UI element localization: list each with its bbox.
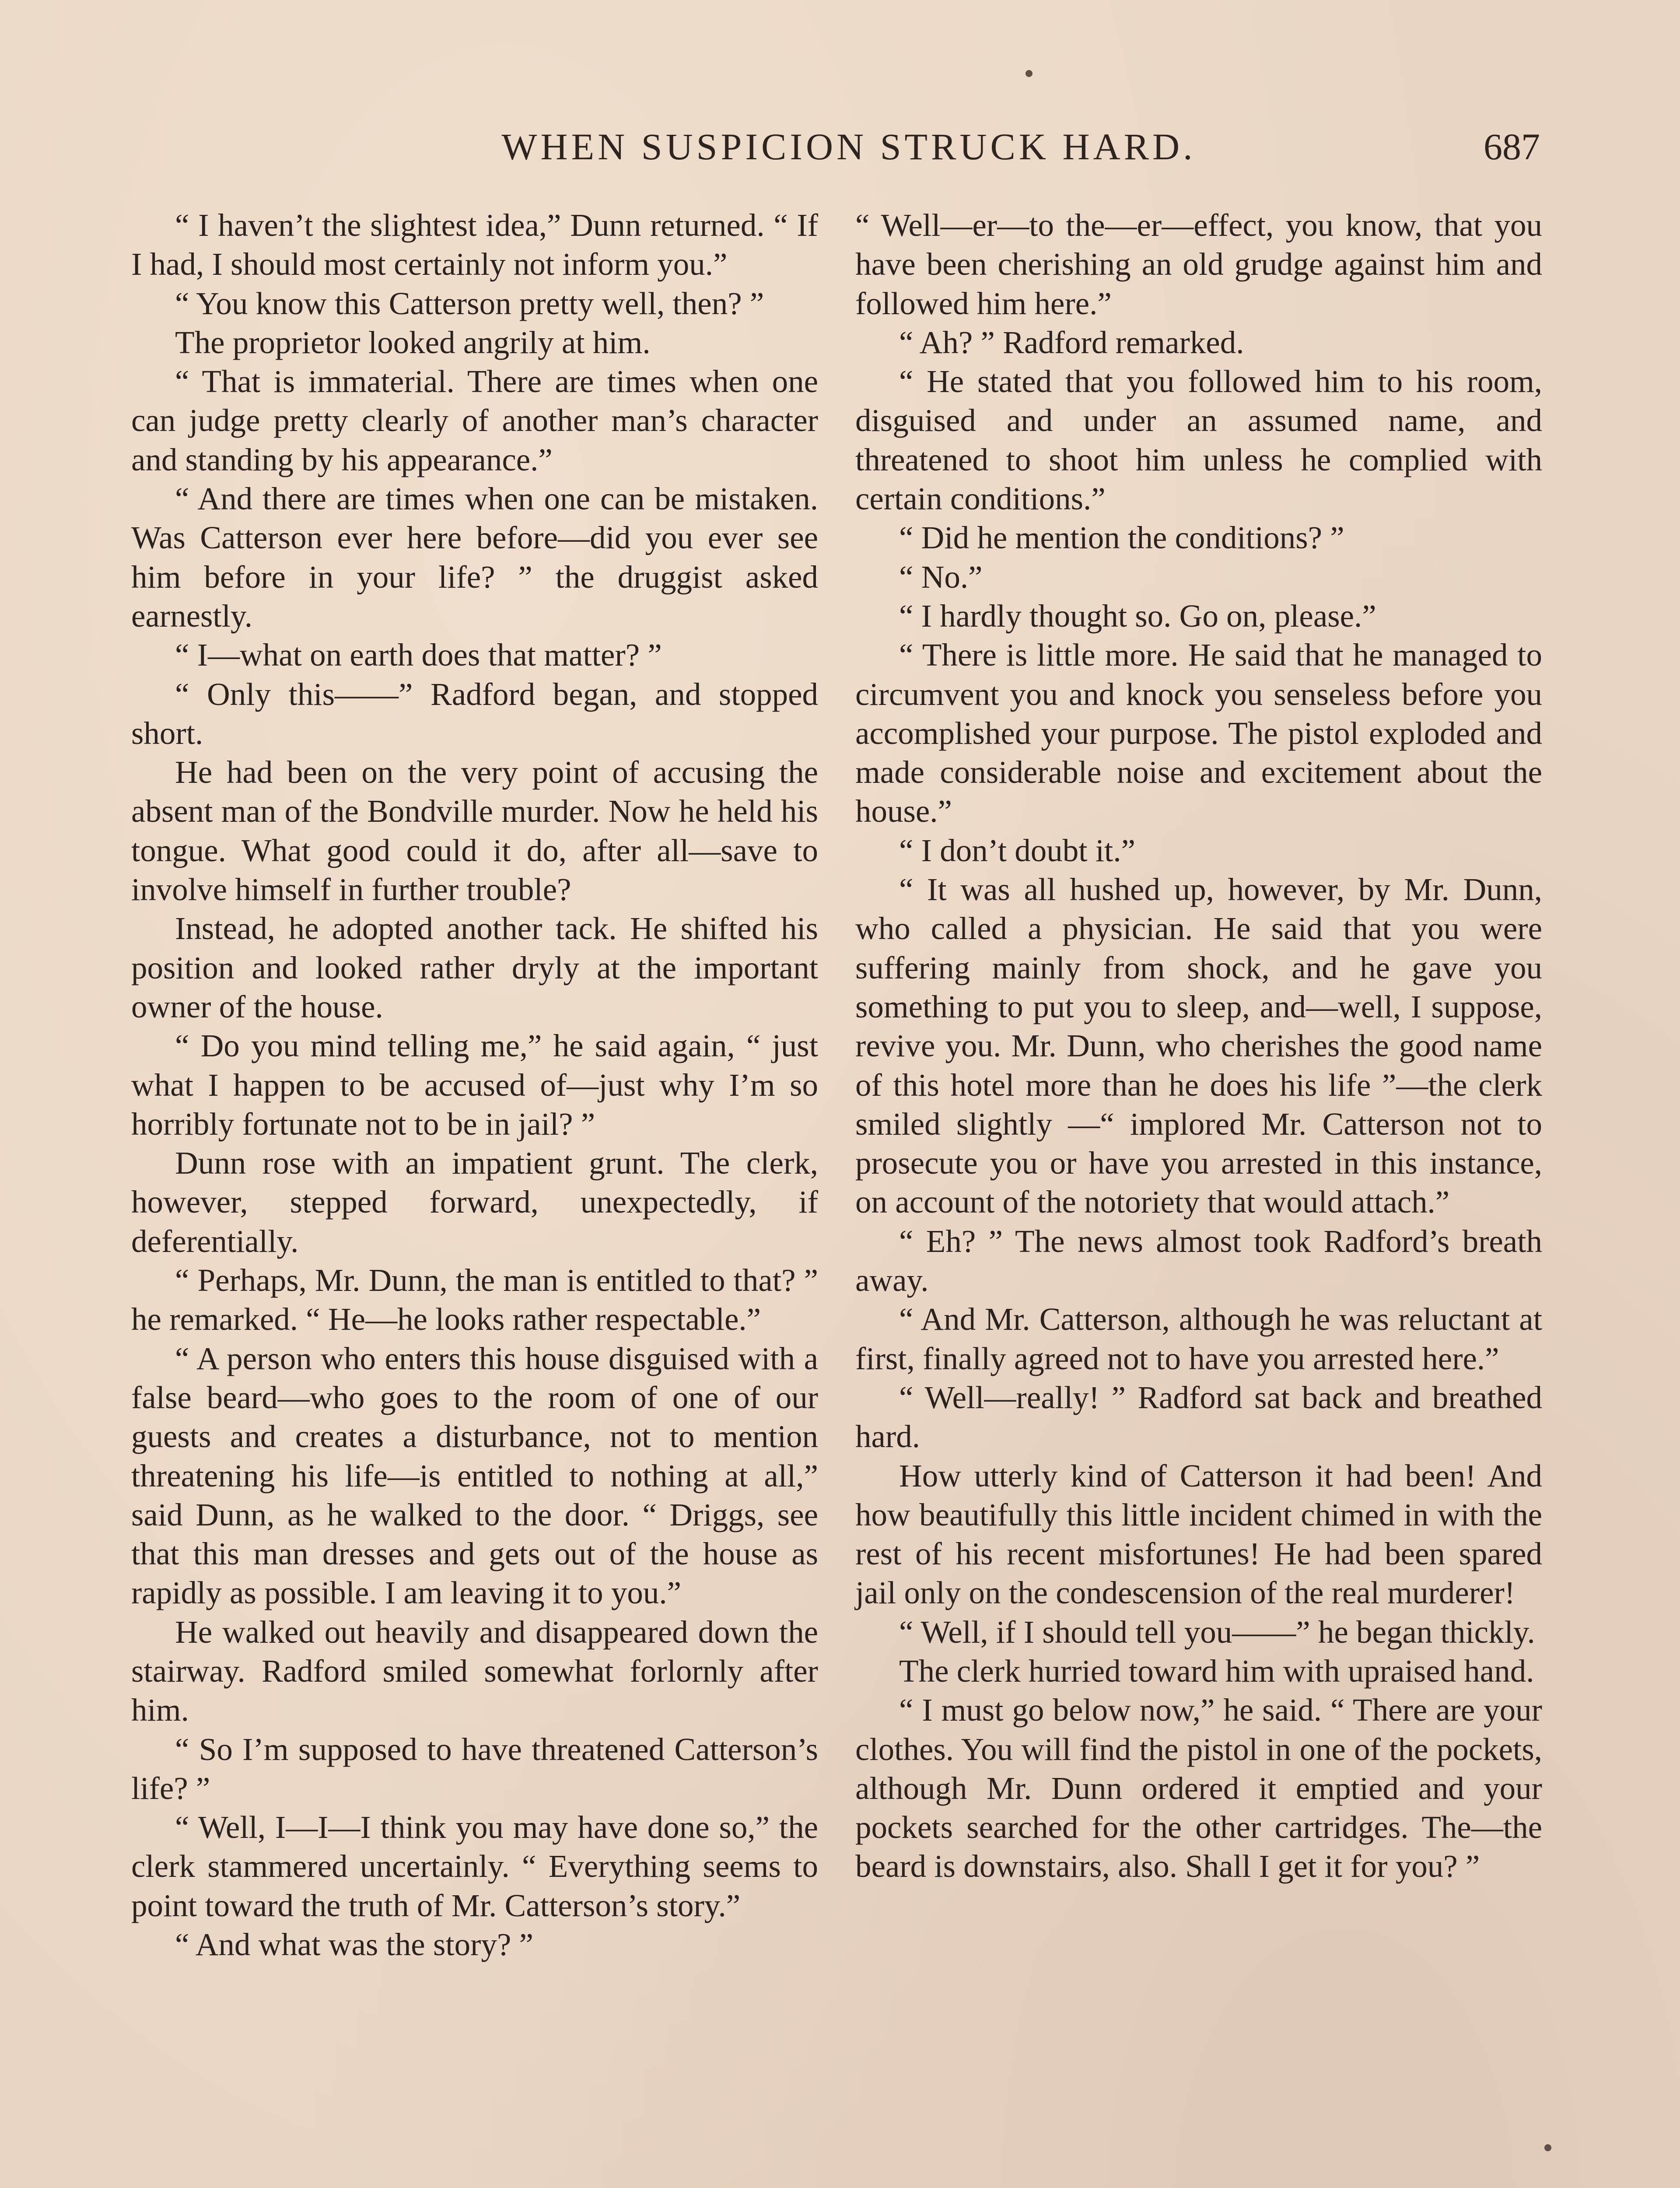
right-text-column: [855, 206, 1542, 1886]
paragraph: “ Well—er—to the—er—effect, you know, that you have been cherishing an old grudge against him and followed him here.”: [855, 207, 1542, 321]
paragraph: How utterly kind of Catterson it had been! And how beautifully this little incident chimed in with the rest of his recent misfortunes! He had been spared jail only on the condescension of the real murderer!: [855, 1458, 1542, 1611]
paragraph: Dunn rose with an impatient grunt. The clerk, however, stepped forward, unexpectedly, if deferentially.: [131, 1145, 818, 1259]
paragraph: “ Well—really! ” Radford sat back and breathed hard.: [855, 1379, 1542, 1455]
paragraph: “ Only this——” Radford began, and stopped short.: [131, 676, 818, 751]
paragraph: “ And Mr. Catterson, although he was reluctant at first, finally agreed not to have you arrested here.”: [855, 1301, 1542, 1376]
paragraph: “ Well, if I should tell you——” he began thickly.: [899, 1614, 1535, 1650]
paragraph: “ I hardly thought so. Go on, please.”: [899, 598, 1376, 634]
paragraph: “ I haven’t the slightest idea,” Dunn returned. “ If I had, I should most certainly not inform you.”: [131, 207, 818, 282]
page-number: 687: [1484, 126, 1540, 168]
ink-speck: [1026, 70, 1032, 77]
paragraph: “ That is immaterial. There are times when one can judge pretty clearly of another man’s character and standing by his appearance.”: [131, 364, 818, 477]
paragraph: “ And what was the story? ”: [175, 1927, 534, 1963]
paragraph: “ No.”: [899, 559, 983, 595]
paragraph: “ And there are times when one can be mistaken. Was Catterson ever here before—did you ever see him before in your life? ” the druggist asked earnestly.: [131, 481, 818, 634]
paragraph: “ He stated that you followed him to his room, disguised and under an assumed name, and threatened to shoot him unless he complied with certain conditions.”: [855, 364, 1542, 517]
running-head-title: WHEN SUSPICION STRUCK HARD.: [501, 126, 1196, 168]
paragraph: “ There is little more. He said that he managed to circumvent you and knock you senseless before you accomplished your purpose. The pistol exploded and made considerable noise and excitement about the house.”: [855, 637, 1542, 829]
paragraph: Instead, he adopted another tack. He shifted his position and looked rather dryly at the important owner of the house.: [131, 911, 818, 1024]
paragraph: “ So I’m supposed to have threatened Catterson’s life? ”: [131, 1731, 818, 1806]
paragraph: “ Do you mind telling me,” he said again, “ just what I happen to be accused of—just why I’m so horribly fortunate not to be in jail? ”: [131, 1028, 818, 1142]
ink-speck: [1544, 2144, 1551, 2151]
paragraph: The clerk hurried toward him with upraised hand.: [899, 1653, 1534, 1689]
paragraph: He walked out heavily and disappeared down the stairway. Radford smiled somewhat forlornly after him.: [131, 1614, 818, 1728]
paragraph: “ Perhaps, Mr. Dunn, the man is entitled to that? ” he remarked. “ He—he looks rather respectable.”: [131, 1262, 818, 1337]
paragraph: “ Did he mention the conditions? ”: [899, 520, 1344, 556]
paragraph: “ I—what on earth does that matter? ”: [175, 637, 662, 673]
paragraph: “ Well, I—I—I think you may have done so,” the clerk stammered uncertainly. “ Everything seems to point toward the truth of Mr. Catterson’s story.”: [131, 1809, 818, 1923]
paragraph: “ You know this Catterson pretty well, then? ”: [175, 285, 764, 321]
paragraph: “ I don’t doubt it.”: [899, 832, 1135, 868]
paragraph: “ It was all hushed up, however, by Mr. Dunn, who called a physician. He said that you were suffering mainly from shock, and he gave you something to put you to sleep, and—well, I suppose, revive you. Mr. Dunn, who cherishes the good name of this hotel more than he does his life ”—the clerk smiled slightly —“ implored Mr. Catterson not to prosecute you or have you arrested in this instance, on account of the notoriety that would attach.”: [855, 872, 1542, 1220]
left-text-column: [131, 206, 818, 1964]
paragraph: The proprietor looked angrily at him.: [175, 324, 651, 360]
paragraph: “ Eh? ” The news almost took Radford’s breath away.: [855, 1223, 1542, 1298]
paragraph: “ Ah? ” Radford remarked.: [899, 324, 1244, 360]
paragraph: “ I must go below now,” he said. “ There are your clothes. You will find the pistol in one of the pockets, although Mr. Dunn ordered it emptied and your pockets searched for the other cartridges. The—the beard is downstairs, also. Shall I get it for you? ”: [855, 1692, 1542, 1884]
paragraph: “ A person who enters this house disguised with a false beard—who goes to the room of one of our guests and creates a disturbance, not to mention threatening his life—is entitled to nothing at all,” said Dunn, as he walked to the door. “ Driggs, see that this man dresses and gets out of the house as rapidly as possible. I am leaving it to you.”: [131, 1340, 818, 1611]
paragraph: He had been on the very point of accusing the absent man of the Bondville murder. Now he held his tongue. What good could it do, after all—save to involve himself in further trouble?: [131, 754, 818, 908]
